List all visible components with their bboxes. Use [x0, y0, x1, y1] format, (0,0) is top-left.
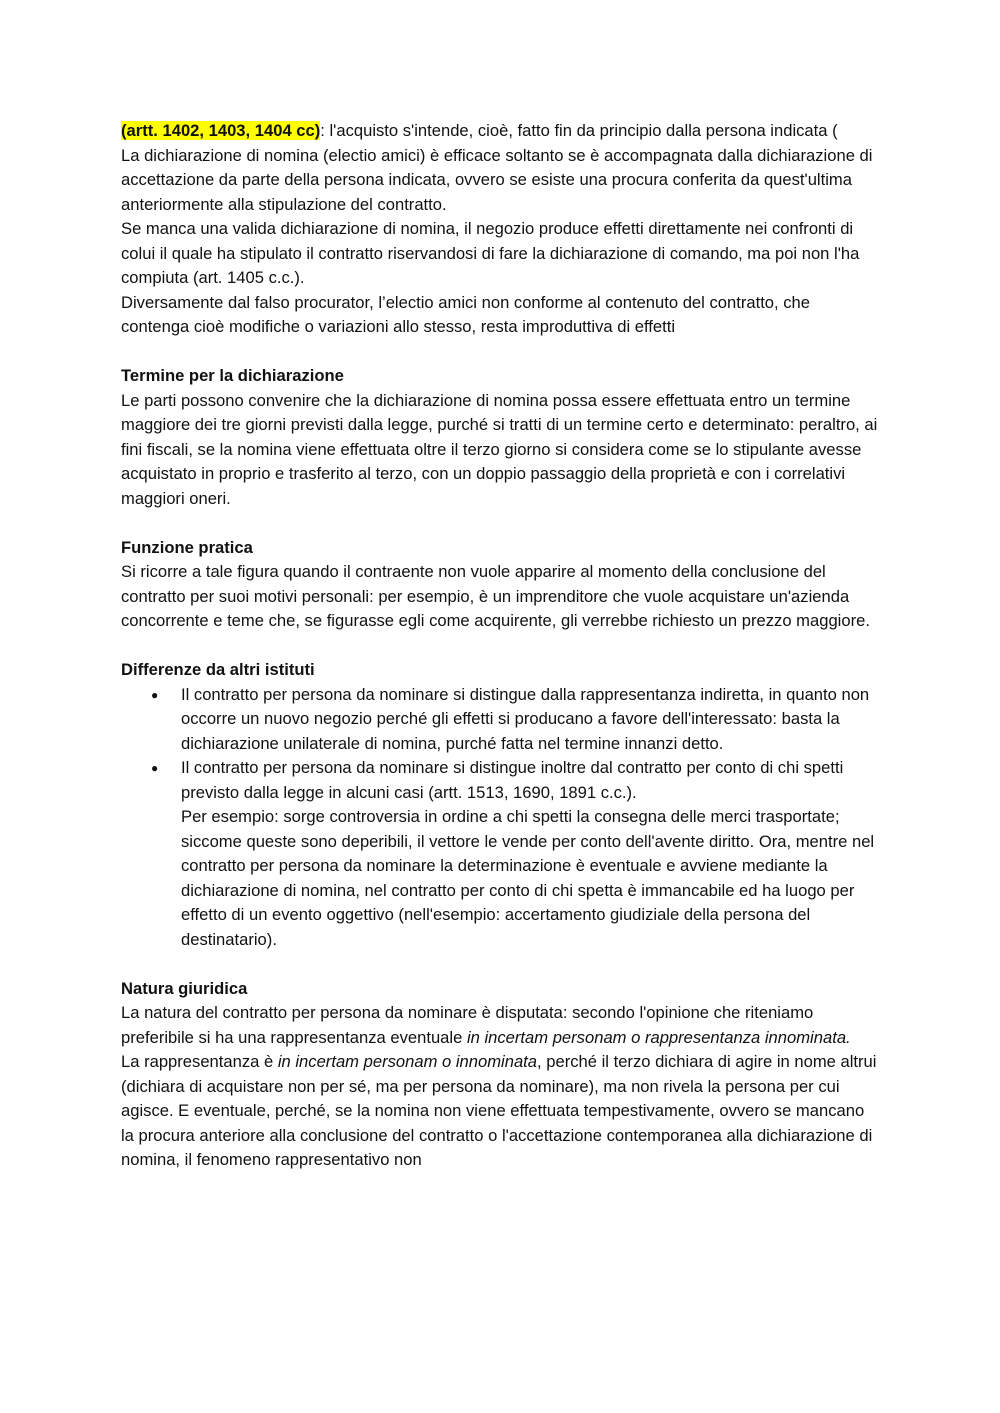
bullet-icon: ● — [151, 687, 159, 702]
list-item — [121, 756, 881, 952]
funzione-body: Si ricorre a tale figura quando il contraente non vuole apparire al momento della conclusione del contratto per suoi motivi personali: per esempio, è un imprenditore che vuole acquistare un'azienda concorrente e teme che, se figurasse egli come acquirente, gli verrebbe richiesto un prezzo maggiore. — [121, 562, 870, 630]
spacer — [121, 340, 881, 365]
article-reference-highlight: (artt. 1402, 1403, 1404 cc) — [121, 121, 321, 140]
document-page — [121, 119, 881, 1173]
natura-paragraph-1 — [121, 1001, 881, 1050]
natura-p2-text-a: La rappresentanza è — [121, 1052, 278, 1071]
intro-paragraph-4: Diversamente dal falso procurator, l’electio amici non conforme al contenuto del contratto, che contenga cioè modifiche o variazioni allo stesso, resta improduttiva di effetti — [121, 292, 811, 336]
natura-p2-text-b: , perché il terzo dichiara di agire in nome altrui (dichiara di acquistare non per sé, ma per persona da nominare), ma non rivela la persona per cui agisce. E eventuale, perché, se la nomina non viene effettuata tempestivamente, ovvero se mancano la procura anteriore alla conclusione del contratto o l'accettazione contemporanea alla dichiarazione di nomina, il fenomeno rappresentativo non — [121, 1052, 877, 1169]
heading-termine: Termine per la dichiarazione — [121, 366, 344, 385]
natura-p1-italic: in incertam personam o rappresentanza innominata. — [466, 1027, 851, 1047]
natura-p2-italic: in incertam personam o innominata — [277, 1052, 538, 1071]
heading-differenze: Differenze da altri istituti — [121, 660, 315, 679]
list-item-text: Il contratto per persona da nominare si distingue dalla rappresentanza indiretta, in quanto non occorre un nuovo negozio perché gli effetti si producano a favore dell'interessato: basta la dichiarazione unilaterale di nomina, purché fatta nel termine innanzi detto. — [181, 684, 870, 753]
heading-natura: Natura giuridica — [121, 978, 248, 998]
bullet-icon: ● — [151, 761, 159, 775]
spacer — [121, 511, 881, 536]
differenze-list — [121, 683, 881, 953]
intro-paragraph-2: La dichiarazione di nomina (electio amici) è efficace soltanto se è accompagnata dalla dichiarazione di accettazione da parte della persona indicata, ovvero se esiste una procura conferita da quest'ultima anteriormente alla stipulazione del contratto. — [121, 145, 873, 214]
intro-paragraph-3: Se manca una valida dichiarazione di nomina, il negozio produce effetti direttamente nei confronti di colui il quale ha stipulato il contratto riservandosi di fare la dichiarazione di comando, ma poi non l'ha compiuta (art. 1405 c.c.). — [121, 219, 860, 287]
termine-body: Le parti possono convenire che la dichiarazione di nomina possa essere effettuata entro un termine maggiore dei tre giorni previsti dalla legge, purché si tratti di un termine certo e determinato: peraltro, ai fini fiscali, se la nomina viene effettuata oltre il terzo giorno si considera come se lo stipulante avesse acquistato in proprio e trasferito al terzo, con un doppio passaggio della proprietà e con i correlativi maggiori oneri. — [121, 390, 878, 508]
list-item — [121, 683, 881, 757]
natura-paragraph-2 — [121, 1050, 881, 1173]
heading-funzione: Funzione pratica — [121, 537, 253, 557]
natura-p1-text: La natura del contratto per persona da nominare è disputata: secondo l'opinione che riteniamo preferibile si ha una rappresentanza eventuale — [121, 1003, 814, 1047]
intro-line-rest: : l'acquisto s'intende, cioè, fatto fin da principio dalla persona indicata ( — [320, 121, 838, 140]
list-item-example: Per esempio: sorge controversia in ordine a chi spetti la consegna delle merci trasportate; siccome queste sono deperibili, il vettore le vende per conto dell'avente diritto. Ora, mentre nel contratto per persona da nominare la determinazione è eventuale e avviene mediante la dichiarazione di nomina, nel contratto per conto di chi spetta è immancabile ed ha luogo per effetto di un evento oggettivo (nell'esempio: accertamento giudiziale della persona del destinatario). — [181, 807, 875, 949]
list-item-text: Il contratto per persona da nominare si distingue inoltre dal contratto per conto di chi spetti previsto dalla legge in alcuni casi (artt. 1513, 1690, 1891 c.c.). — [181, 758, 844, 802]
spacer — [121, 634, 881, 659]
spacer — [121, 952, 881, 977]
intro-paragraph-1 — [121, 119, 881, 144]
